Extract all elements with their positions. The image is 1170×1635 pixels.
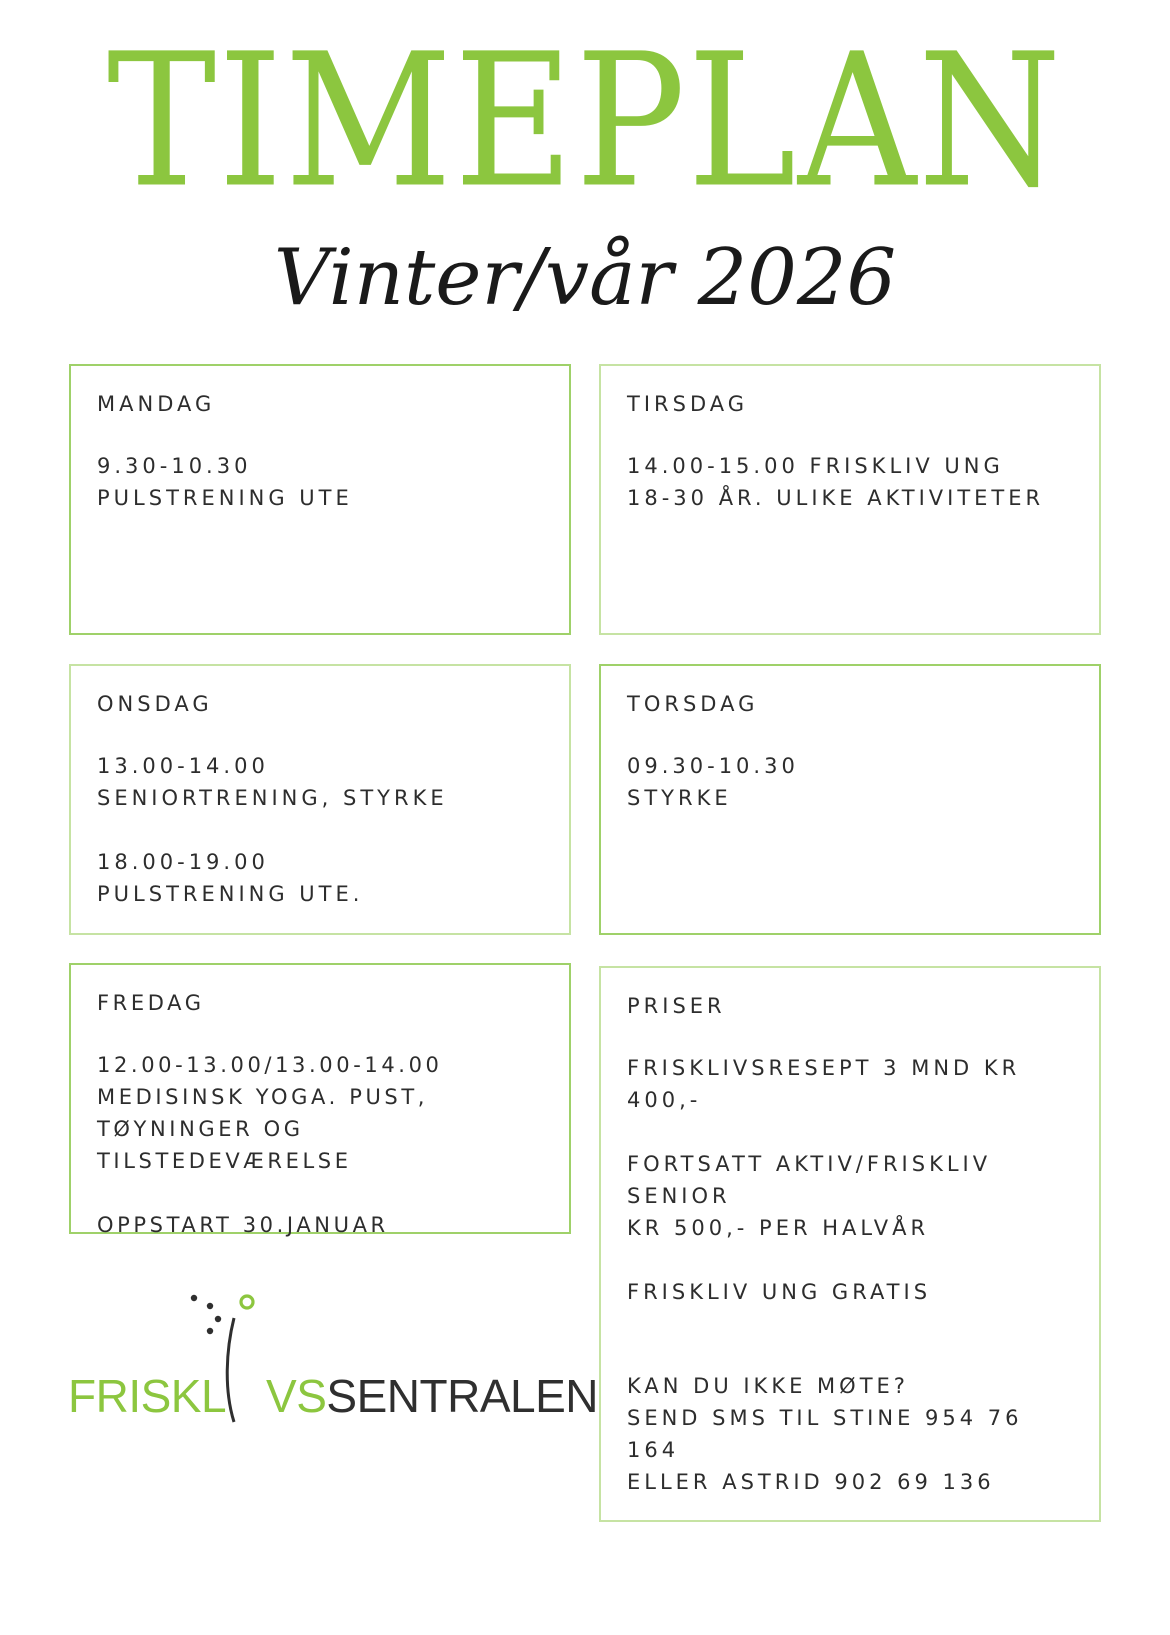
day-label: TIRSDAG <box>627 392 749 416</box>
schedule-entry: 13.00-14.00 SENIORTRENING, STYRKE <box>97 754 448 810</box>
day-card-onsdag <box>69 664 571 935</box>
page-subtitle: Vinter/vår 2026 <box>273 233 897 323</box>
schedule-entry: 14.00-15.00 FRISKLIV UNG 18-30 ÅR. ULIKE AKTIVITETER <box>627 454 1045 510</box>
schedule-entry: OPPSTART 30.JANUAR <box>97 1213 389 1237</box>
day-card-mandag <box>69 364 571 635</box>
price-item: FRISKLIV UNG GRATIS <box>627 1280 932 1304</box>
contact-info: KAN DU IKKE MØTE? SEND SMS TIL STINE 954 76 164 ELLER ASTRID 902 69 136 <box>627 1374 1023 1494</box>
day-label: MANDAG <box>97 392 216 416</box>
schedule-entry: 12.00-13.00/13.00-14.00 MEDISINSK YOGA. PUST, TØYNINGER OG TILSTEDEVÆRELSE <box>97 1053 443 1173</box>
prices-card <box>599 966 1101 1522</box>
day-card-tirsdag <box>599 364 1101 635</box>
price-item: FRISKLIVSRESEPT 3 MND KR 400,- <box>627 1056 1021 1112</box>
schedule-entry: 9.30-10.30 PULSTRENING UTE <box>97 454 353 510</box>
day-label: FREDAG <box>97 991 205 1015</box>
day-card-fredag <box>69 963 571 1237</box>
day-label: TORSDAG <box>627 692 759 716</box>
price-item: FORTSATT AKTIV/FRISKLIV SENIOR KR 500,- PER HALVÅR <box>627 1152 992 1240</box>
day-label: ONSDAG <box>97 692 213 716</box>
frisklivssentralen-logo <box>68 1290 598 1430</box>
logo-wordmark: FRISKL VSSENTRALEN <box>68 1370 598 1422</box>
page-title: TIMEPLAN <box>106 14 1064 229</box>
prices-heading: PRISER <box>627 994 726 1018</box>
schedule-entry: 18.00-19.00 PULSTRENING UTE. <box>97 850 364 906</box>
day-card-torsdag <box>599 664 1101 935</box>
schedule-entry: 09.30-10.30 STYRKE <box>627 754 799 810</box>
